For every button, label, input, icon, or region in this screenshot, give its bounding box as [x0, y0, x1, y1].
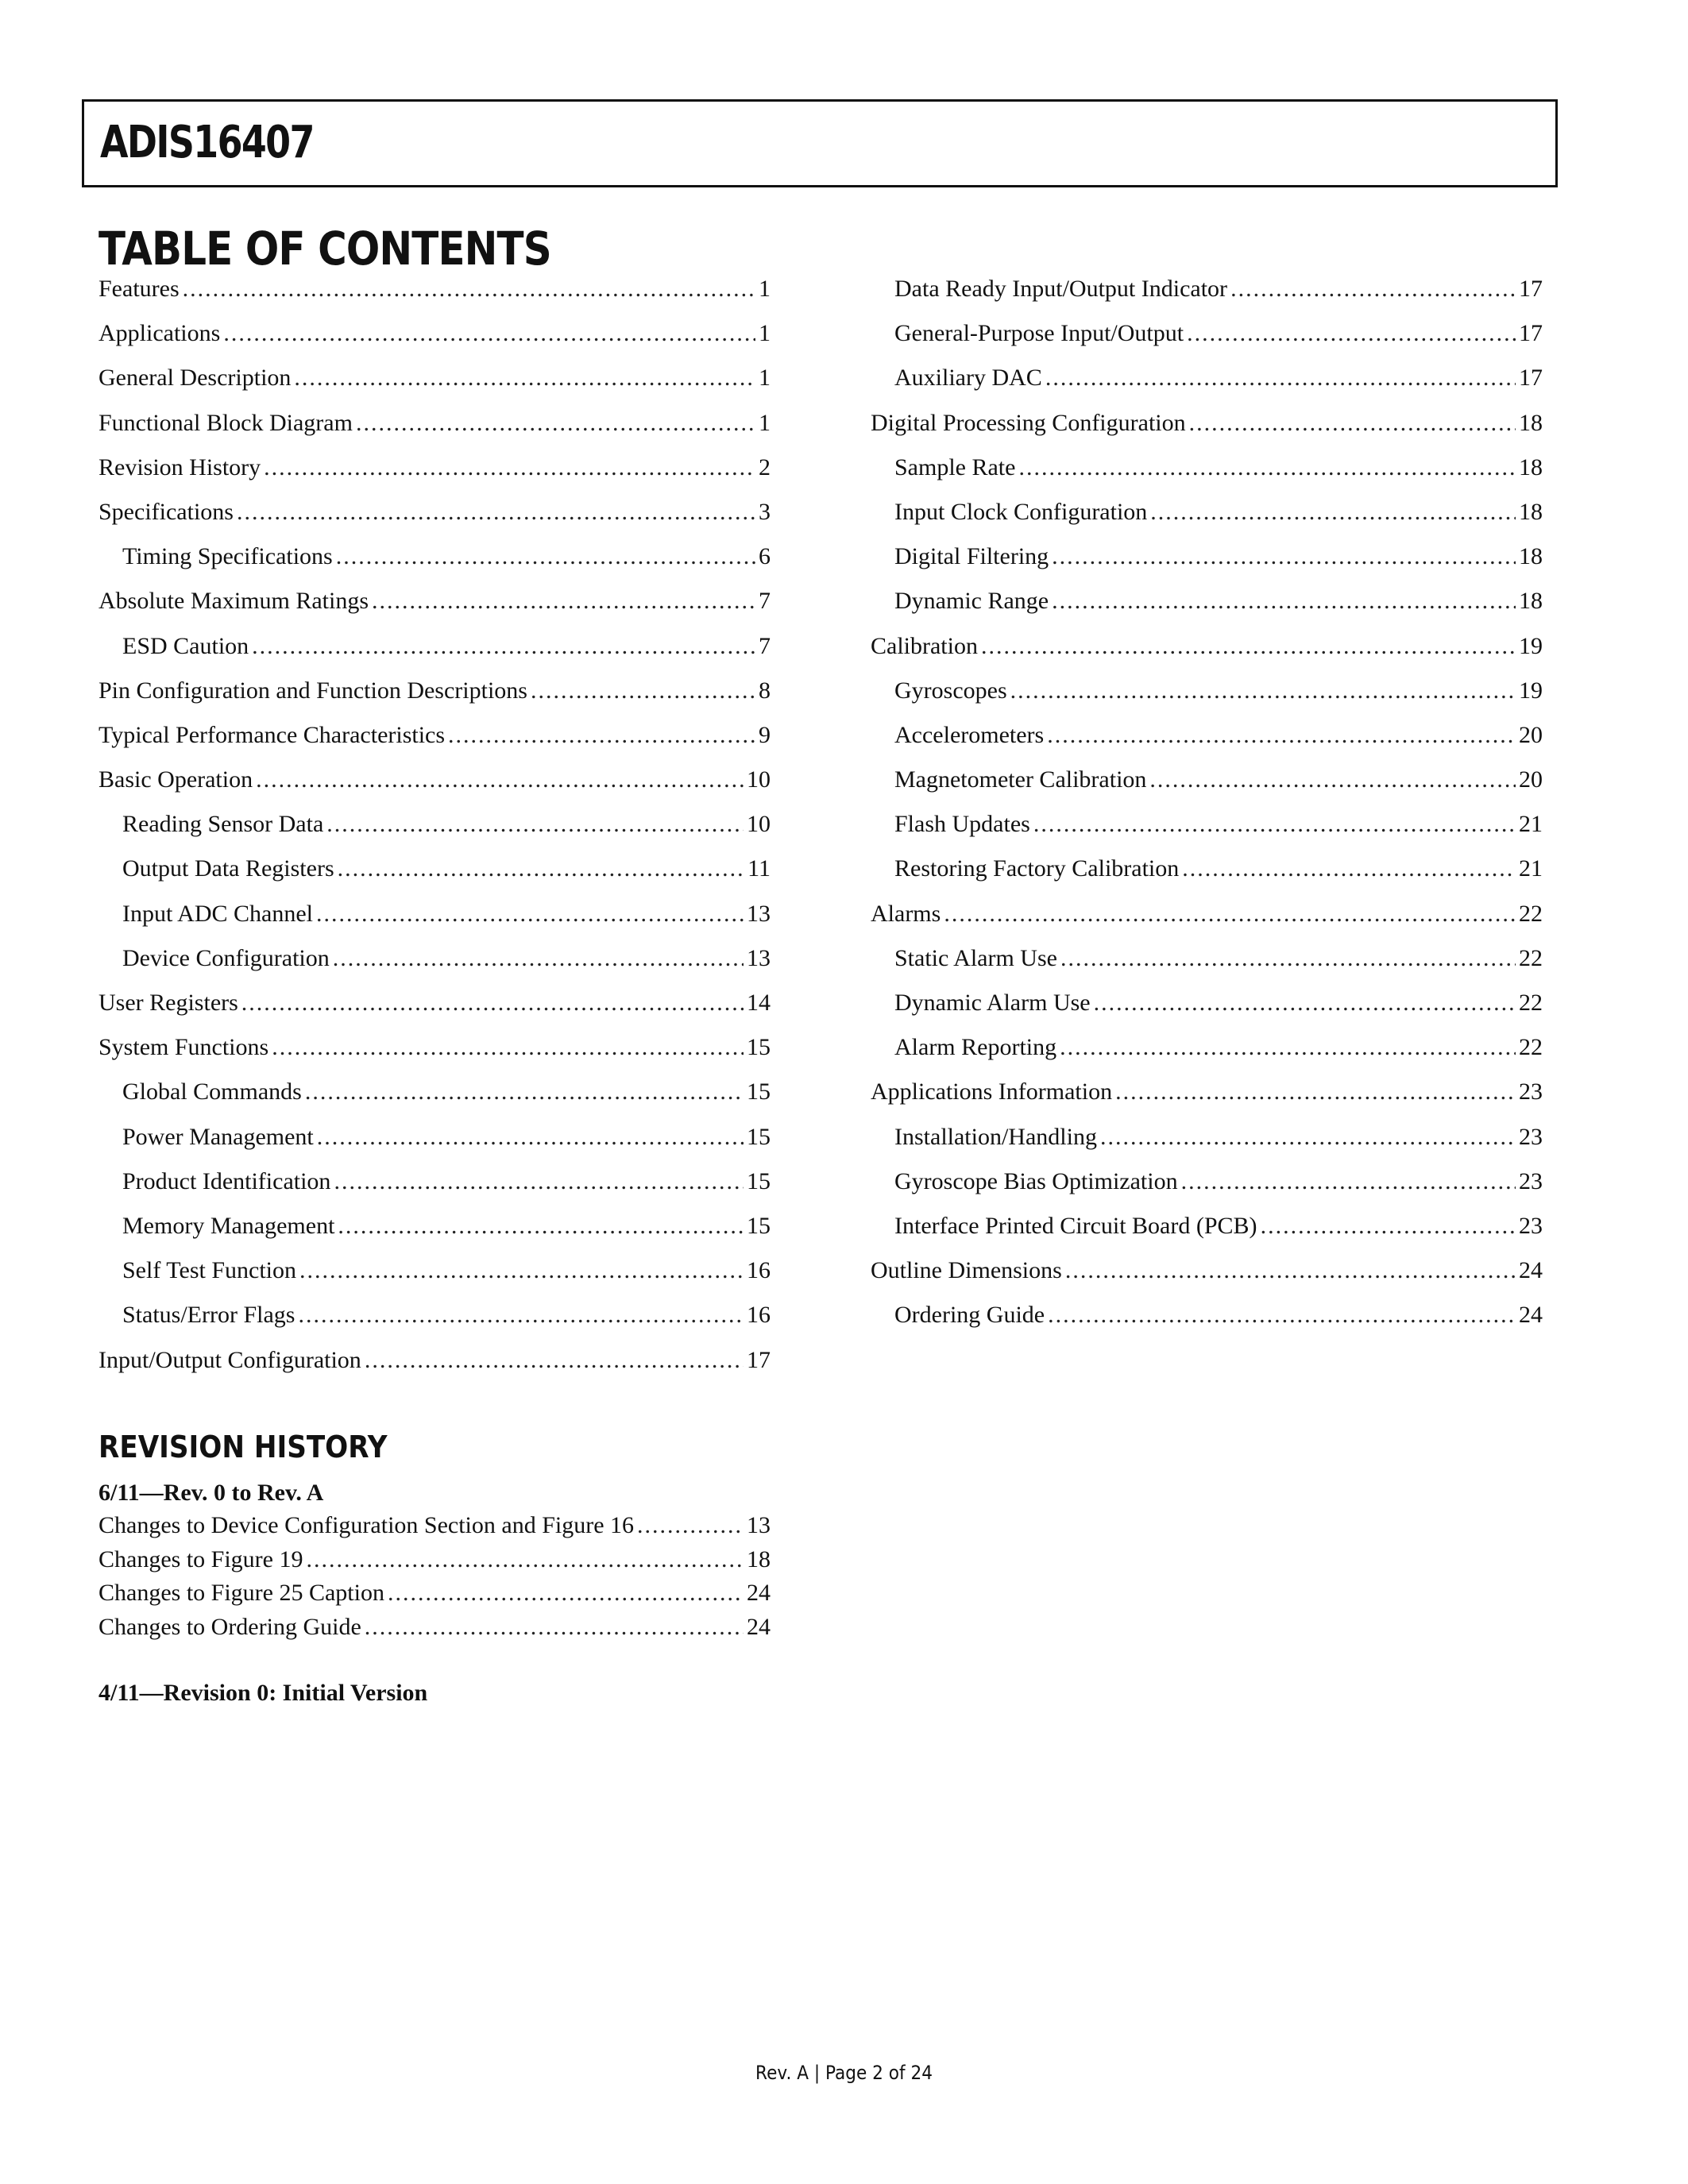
dot-leader	[317, 1115, 744, 1160]
dot-leader	[365, 1611, 744, 1644]
dot-leader	[333, 936, 744, 981]
dot-leader	[1052, 579, 1516, 623]
entry-page-number: 21	[1519, 855, 1543, 882]
entry-page-number: 13	[747, 944, 771, 971]
toc-entry[interactable]	[871, 1204, 1543, 1248]
dot-leader	[305, 1070, 744, 1114]
entry-page-number: 13	[747, 1512, 771, 1538]
entry-page-number: 15	[747, 1123, 771, 1150]
dot-leader	[944, 892, 1516, 936]
dot-leader	[1045, 356, 1516, 400]
entry-label: Alarm Reporting	[894, 1034, 1057, 1061]
entry-label: Accelerometers	[894, 721, 1045, 748]
dot-leader	[531, 669, 755, 713]
dot-leader	[338, 847, 744, 891]
entry-page-number: 19	[1519, 632, 1543, 659]
dot-leader	[338, 1204, 744, 1248]
toc-entry[interactable]	[871, 1160, 1543, 1204]
revision-entry	[98, 1576, 771, 1611]
entry-label: Typical Performance Characteristics	[98, 721, 446, 748]
entry-page-number: 14	[747, 990, 771, 1016]
entry-page-number: 18	[747, 1545, 771, 1572]
revision-a-block	[98, 1477, 771, 1644]
dot-leader	[1181, 1160, 1516, 1204]
entry-label: Dynamic Alarm Use	[894, 990, 1091, 1016]
page-footer: Rev. A | Page 2 of 24	[755, 2062, 933, 2084]
toc-entry[interactable]	[871, 356, 1543, 400]
dot-leader	[365, 1338, 744, 1383]
dot-leader	[1094, 981, 1516, 1025]
toc-entry[interactable]	[98, 1293, 771, 1337]
entry-page-number: 17	[747, 1346, 771, 1373]
dot-leader	[306, 1543, 744, 1576]
dot-leader	[252, 624, 755, 669]
toc-entry[interactable]	[871, 534, 1543, 579]
dot-leader	[237, 490, 755, 534]
entry-page-number: 18	[1519, 409, 1543, 436]
entry-page-number: 23	[1519, 1123, 1543, 1150]
dot-leader	[1149, 758, 1516, 802]
entry-page-number: 19	[1519, 677, 1543, 704]
toc-entry[interactable]	[98, 579, 771, 623]
entry-label: User Registers	[98, 990, 238, 1016]
dot-leader	[299, 1293, 744, 1337]
dot-leader	[1033, 802, 1516, 847]
entry-label: Digital Filtering	[894, 543, 1049, 570]
dot-leader	[981, 624, 1516, 669]
entry-label: Flash Updates	[894, 811, 1030, 838]
entry-label: Product Identification	[122, 1167, 331, 1194]
toc-entry[interactable]	[98, 669, 771, 713]
entry-page-number: 17	[1519, 320, 1543, 347]
dot-leader	[1018, 446, 1516, 490]
entry-label: Sample Rate	[894, 453, 1016, 480]
entry-label: Digital Processing Configuration	[871, 409, 1186, 436]
dot-leader	[223, 311, 755, 356]
entry-label: Restoring Factory Calibration	[894, 855, 1180, 882]
entry-label: Input Clock Configuration	[894, 498, 1148, 525]
toc-entry[interactable]	[871, 1070, 1543, 1114]
toc-entry[interactable]	[98, 356, 771, 400]
toc-right-column	[871, 267, 1543, 1338]
dot-leader	[334, 1160, 744, 1204]
entry-page-number: 9	[759, 721, 771, 748]
entry-page-number: 7	[759, 588, 771, 615]
toc-entry[interactable]	[98, 1025, 771, 1070]
entry-label: Changes to Device Configuration Section and Figure 16	[98, 1512, 635, 1538]
part-number: ADIS16407	[100, 117, 314, 168]
entry-page-number: 7	[759, 632, 771, 659]
toc-entry[interactable]	[98, 267, 771, 311]
entry-label: Changes to Figure 25 Caption	[98, 1580, 384, 1606]
toc-entry[interactable]	[871, 669, 1543, 713]
entry-page-number: 24	[747, 1613, 771, 1640]
entry-label: Power Management	[122, 1123, 314, 1150]
revision-0-block	[98, 1677, 771, 1709]
dot-leader	[336, 534, 755, 579]
toc-entry[interactable]	[871, 267, 1543, 311]
dot-leader	[183, 267, 755, 311]
revision-entry	[98, 1509, 771, 1543]
toc-entry[interactable]	[871, 936, 1543, 981]
toc-entry[interactable]	[871, 1115, 1543, 1160]
toc-entry[interactable]	[98, 1338, 771, 1383]
toc-entry[interactable]	[98, 446, 771, 490]
dot-leader	[1010, 669, 1516, 713]
entry-label: Dynamic Range	[894, 588, 1049, 615]
toc-entry[interactable]	[98, 713, 771, 758]
entry-label: Absolute Maximum Ratings	[98, 588, 369, 615]
dot-leader	[241, 981, 744, 1025]
dot-leader	[256, 758, 744, 802]
dot-leader	[1047, 713, 1516, 758]
entry-page-number: 23	[1519, 1078, 1543, 1106]
entry-page-number: 8	[759, 677, 771, 704]
toc-entry[interactable]	[871, 311, 1543, 356]
revision-entry	[98, 1543, 771, 1577]
revision-a-entries	[98, 1509, 771, 1644]
entry-page-number: 11	[747, 855, 771, 882]
toc-entry[interactable]	[871, 1248, 1543, 1293]
entry-page-number: 10	[747, 811, 771, 838]
toc-entry[interactable]	[871, 758, 1543, 802]
toc-left-column	[98, 267, 771, 1383]
entry-label: Reading Sensor Data	[122, 811, 324, 838]
entry-label: Input/Output Configuration	[98, 1346, 361, 1373]
entry-page-number: 15	[747, 1078, 771, 1106]
entry-page-number: 1	[759, 320, 771, 347]
entry-label: Output Data Registers	[122, 855, 334, 882]
entry-page-number: 3	[759, 498, 771, 525]
entry-page-number: 18	[1519, 453, 1543, 480]
entry-page-number: 20	[1519, 721, 1543, 748]
dot-leader	[1189, 401, 1516, 446]
entry-page-number: 15	[747, 1167, 771, 1194]
toc-entry[interactable]	[871, 713, 1543, 758]
toc-entry[interactable]	[98, 847, 771, 891]
dot-leader	[1261, 1204, 1516, 1248]
entry-label: System Functions	[98, 1034, 269, 1061]
entry-page-number: 20	[1519, 766, 1543, 793]
entry-page-number: 18	[1519, 588, 1543, 615]
entry-page-number: 18	[1519, 498, 1543, 525]
toc-entry[interactable]	[98, 534, 771, 579]
entry-label: Outline Dimensions	[871, 1257, 1062, 1284]
entry-page-number: 15	[747, 1034, 771, 1061]
toc-entry[interactable]	[98, 758, 771, 802]
entry-page-number: 2	[759, 453, 771, 480]
toc-entry[interactable]	[98, 936, 771, 981]
revision-a-heading: 6/11—Rev. 0 to Rev. A	[98, 1480, 324, 1506]
toc-entry[interactable]	[98, 981, 771, 1025]
dot-leader	[1115, 1070, 1516, 1114]
entry-page-number: 22	[1519, 900, 1543, 927]
dot-leader	[299, 1248, 744, 1293]
entry-page-number: 17	[1519, 276, 1543, 302]
dot-leader	[637, 1509, 744, 1542]
entry-label: Applications	[98, 320, 221, 347]
dot-leader	[1187, 311, 1516, 356]
header-box	[82, 99, 1558, 187]
dot-leader	[372, 579, 755, 623]
entry-label: Installation/Handling	[894, 1123, 1097, 1150]
entry-page-number: 23	[1519, 1167, 1543, 1194]
toc-entry[interactable]	[871, 1025, 1543, 1070]
entry-label: Alarms	[871, 900, 941, 927]
entry-label: Basic Operation	[98, 766, 253, 793]
toc-entry[interactable]	[871, 981, 1543, 1025]
entry-page-number: 16	[747, 1257, 771, 1284]
entry-label: Applications Information	[871, 1078, 1113, 1106]
entry-label: Revision History	[98, 453, 261, 480]
entry-label: ESD Caution	[122, 632, 249, 659]
entry-label: Input ADC Channel	[122, 900, 313, 927]
toc-entry[interactable]	[98, 490, 771, 534]
entry-page-number: 24	[747, 1580, 771, 1606]
toc-entry[interactable]	[98, 311, 771, 356]
entry-label: Static Alarm Use	[894, 944, 1057, 971]
revision-entry	[98, 1611, 771, 1645]
entry-label: Magnetometer Calibration	[894, 766, 1147, 793]
toc-entry[interactable]	[98, 624, 771, 669]
entry-page-number: 23	[1519, 1212, 1543, 1239]
toc-entry[interactable]	[871, 1293, 1543, 1337]
dot-leader	[1100, 1115, 1516, 1160]
dot-leader	[388, 1576, 744, 1610]
entry-page-number: 16	[747, 1302, 771, 1329]
dot-leader	[326, 802, 744, 847]
revision-history-heading: REVISION HISTORY	[98, 1430, 388, 1464]
dot-leader	[294, 356, 755, 400]
entry-label: Ordering Guide	[894, 1302, 1045, 1329]
entry-label: Auxiliary DAC	[894, 365, 1042, 392]
toc-entry[interactable]	[98, 401, 771, 446]
entry-label: Gyroscopes	[894, 677, 1007, 704]
dot-leader	[1065, 1248, 1516, 1293]
revision-0-heading: 4/11—Revision 0: Initial Version	[98, 1680, 428, 1706]
entry-page-number: 22	[1519, 944, 1543, 971]
entry-page-number: 22	[1519, 1034, 1543, 1061]
toc-entry[interactable]	[871, 401, 1543, 446]
dot-leader	[1060, 936, 1516, 981]
entry-page-number: 6	[759, 543, 771, 570]
toc-entry[interactable]	[871, 490, 1543, 534]
entry-label: Global Commands	[122, 1078, 302, 1106]
entry-page-number: 1	[759, 365, 771, 392]
toc-entry[interactable]	[98, 802, 771, 847]
entry-label: Status/Error Flags	[122, 1302, 295, 1329]
dot-leader	[1230, 267, 1516, 311]
toc-title: TABLE OF CONTENTS	[98, 222, 551, 276]
entry-label: Gyroscope Bias Optimization	[894, 1167, 1178, 1194]
entry-label: Pin Configuration and Function Descriptions	[98, 677, 527, 704]
dot-leader	[316, 892, 744, 936]
dot-leader	[264, 446, 755, 490]
entry-label: Changes to Figure 19	[98, 1545, 303, 1572]
toc-entry[interactable]	[98, 1204, 771, 1248]
toc-entry[interactable]	[98, 1115, 771, 1160]
toc-entry[interactable]	[98, 1160, 771, 1204]
entry-page-number: 10	[747, 766, 771, 793]
entry-label: Functional Block Diagram	[98, 409, 353, 436]
entry-label: General Description	[98, 365, 292, 392]
entry-page-number: 24	[1519, 1257, 1543, 1284]
dot-leader	[356, 401, 755, 446]
entry-label: Data Ready Input/Output Indicator	[894, 276, 1228, 302]
toc-entry[interactable]	[871, 847, 1543, 891]
entry-label: Self Test Function	[122, 1257, 297, 1284]
dot-leader	[1182, 847, 1516, 891]
entry-page-number: 17	[1519, 365, 1543, 392]
entry-page-number: 18	[1519, 543, 1543, 570]
toc-entry[interactable]	[98, 1248, 771, 1293]
entry-label: Interface Printed Circuit Board (PCB)	[894, 1212, 1257, 1239]
dot-leader	[1150, 490, 1516, 534]
dot-leader	[1052, 534, 1516, 579]
entry-label: Calibration	[871, 632, 978, 659]
entry-page-number: 21	[1519, 811, 1543, 838]
entry-page-number: 22	[1519, 990, 1543, 1016]
entry-page-number: 15	[747, 1212, 771, 1239]
entry-label: Memory Management	[122, 1212, 335, 1239]
entry-label: Timing Specifications	[122, 543, 333, 570]
dot-leader	[1048, 1293, 1516, 1337]
entry-page-number: 24	[1519, 1302, 1543, 1329]
toc-entry[interactable]	[871, 624, 1543, 669]
entry-label: Features	[98, 276, 180, 302]
entry-page-number: 13	[747, 900, 771, 927]
entry-label: Changes to Ordering Guide	[98, 1613, 361, 1640]
dot-leader	[1060, 1025, 1516, 1070]
dot-leader	[448, 713, 755, 758]
entry-label: General-Purpose Input/Output	[894, 320, 1184, 347]
toc-entry[interactable]	[871, 579, 1543, 623]
entry-page-number: 1	[759, 276, 771, 302]
toc-entry[interactable]	[98, 892, 771, 936]
entry-page-number: 1	[759, 409, 771, 436]
entry-label: Device Configuration	[122, 944, 330, 971]
dot-leader	[272, 1025, 744, 1070]
toc-entry[interactable]	[98, 1070, 771, 1114]
toc-entry[interactable]	[871, 446, 1543, 490]
toc-entry[interactable]	[871, 892, 1543, 936]
entry-label: Specifications	[98, 498, 234, 525]
toc-entry[interactable]	[871, 802, 1543, 847]
